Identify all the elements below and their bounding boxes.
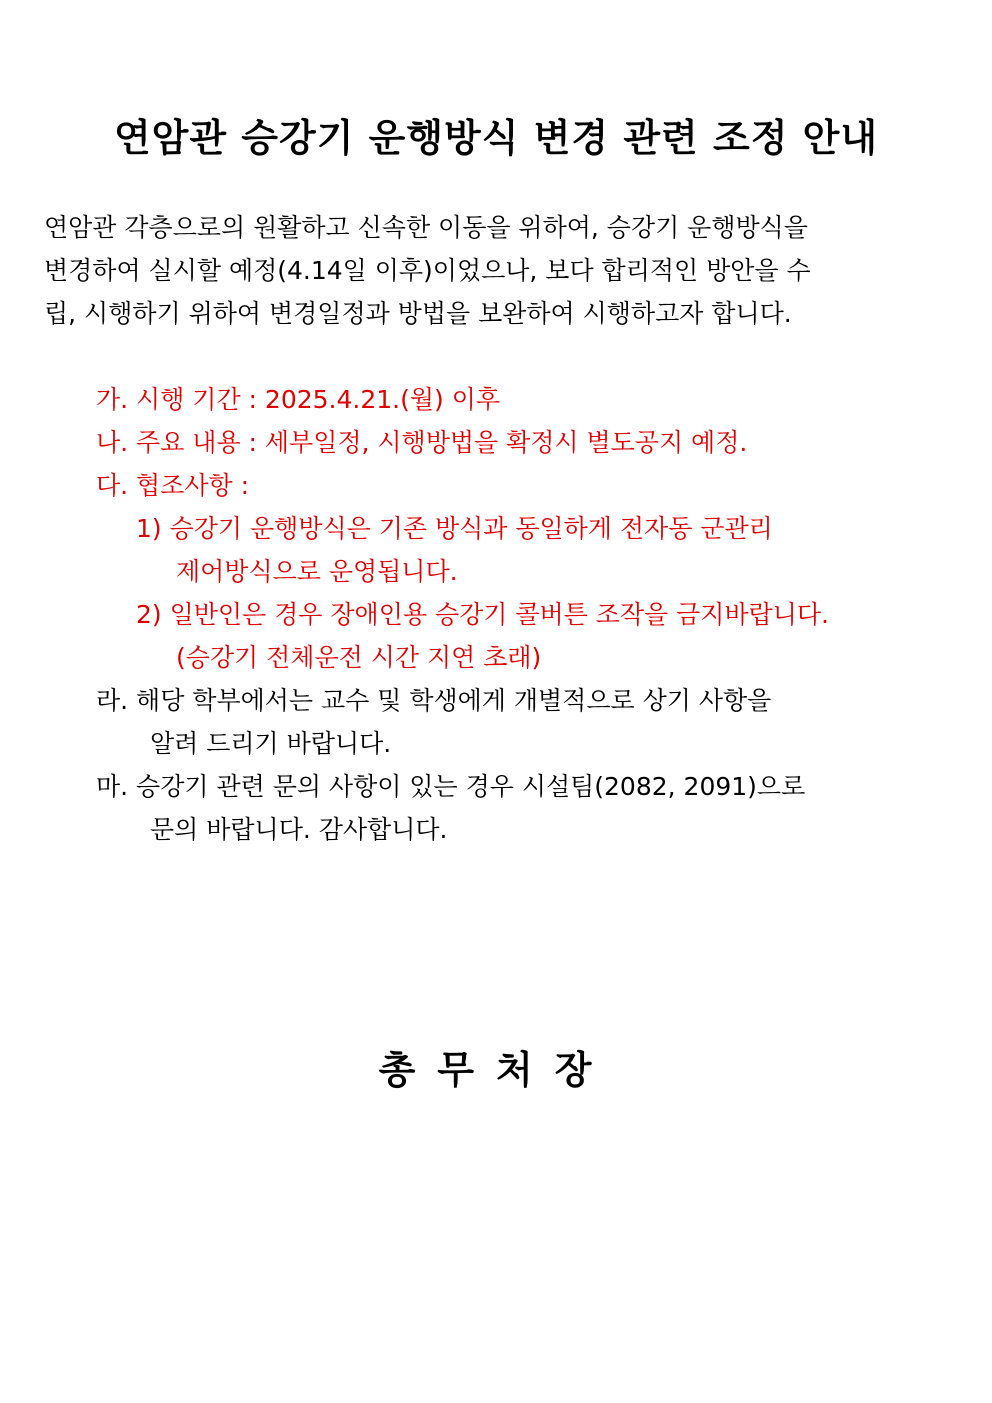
intro-paragraph <box>44 206 948 335</box>
item-ma-line1: 마. 승강기 관련 문의 사항이 있는 경우 시설팀(2082, 2091)으로 <box>96 772 806 801</box>
item-da-cooperation: 다. 협조사항 : <box>96 471 250 500</box>
sub-item-2-line1: 2) 일반인은 경우 장애인용 승강기 콜버튼 조작을 금지바랍니다. <box>136 600 829 629</box>
document-title: 연암관 승강기 운행방식 변경 관련 조정 안내 <box>113 116 879 160</box>
item-ga-period: 가. 시행 기간 : 2025.4.21.(월) 이후 <box>96 385 500 414</box>
sub-item-1-line2: 제어방식으로 운영됩니다. <box>176 557 458 586</box>
intro-line: 변경하여 실시할 예정(4.14일 이후)이었으나, 보다 합리적인 방안을 수 <box>44 256 811 285</box>
item-ra-line1: 라. 해당 학부에서는 교수 및 학생에게 개별적으로 상기 사항을 <box>96 686 772 715</box>
item-ma-line2: 문의 바랍니다. 감사합니다. <box>150 815 448 844</box>
intro-line: 연암관 각층으로의 원활하고 신속한 이동을 위하여, 승강기 운행방식을 <box>44 213 808 242</box>
intro-line: 립, 시행하기 위하여 변경일정과 방법을 보완하여 시행하고자 합니다. <box>44 299 792 328</box>
item-ra-line2: 알려 드리기 바랍니다. <box>150 729 392 758</box>
signature: 총무처장 <box>378 1048 614 1092</box>
item-na-content: 나. 주요 내용 : 세부일정, 시행방법을 확정시 별도공지 예정. <box>96 428 748 457</box>
sub-item-2-line2: (승강기 전체운전 시간 지연 초래) <box>176 643 542 672</box>
sub-item-1-line1: 1) 승강기 운행방식은 기존 방식과 동일하게 전자동 군관리 <box>136 514 773 543</box>
